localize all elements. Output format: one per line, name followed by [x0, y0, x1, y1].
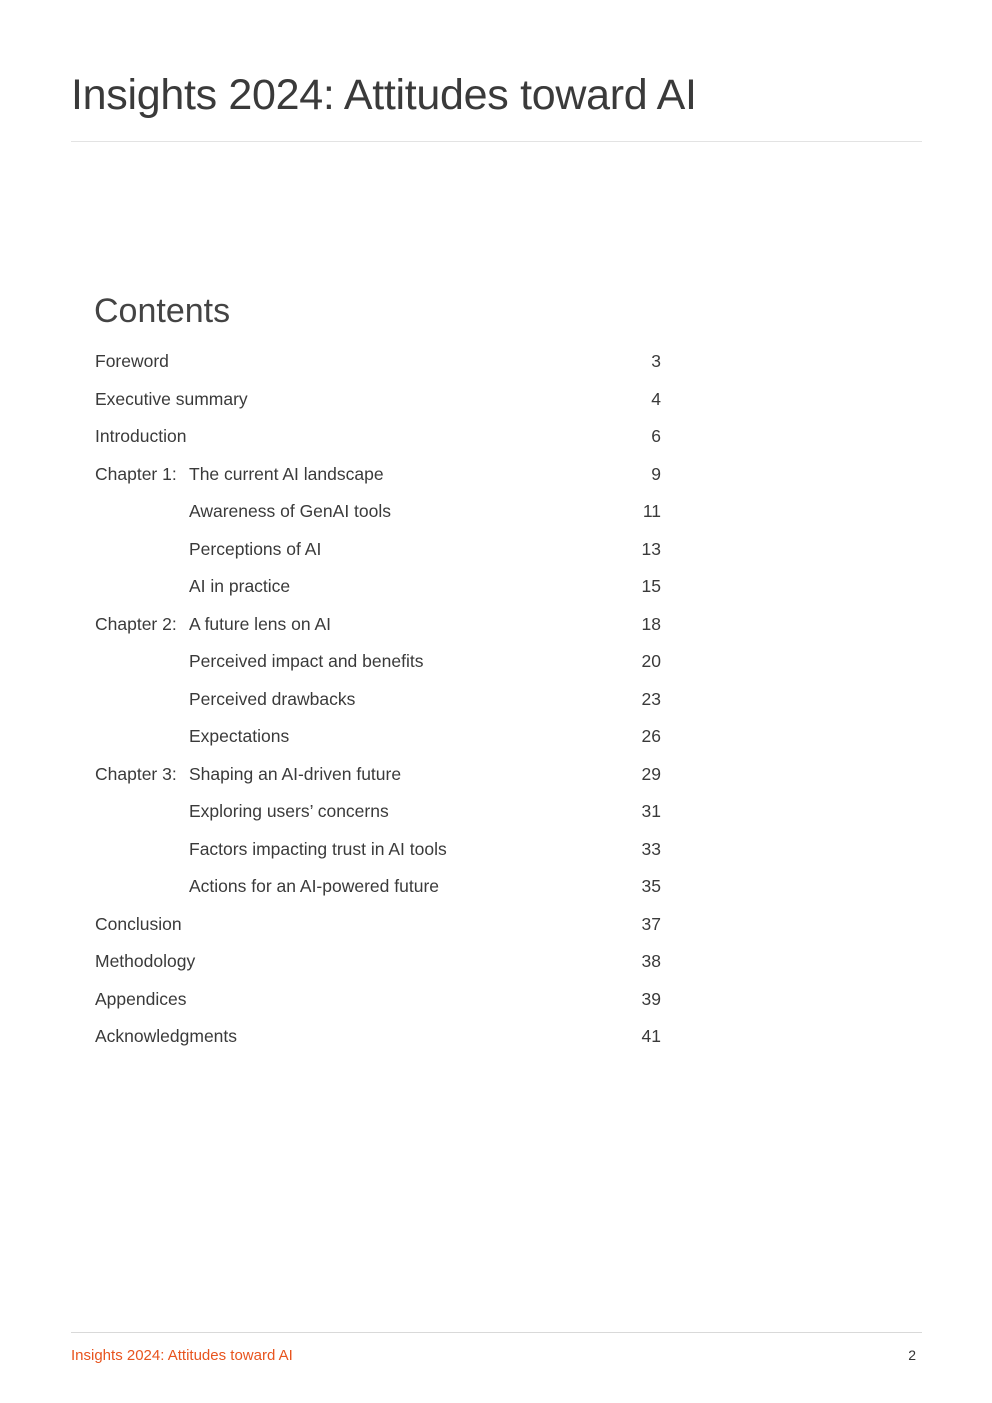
toc-entry[interactable]	[94, 831, 662, 869]
toc-page-number: 39	[641, 988, 661, 1009]
toc-page-number: 13	[641, 538, 661, 559]
toc-entry[interactable]	[94, 718, 662, 756]
toc-page-number: 3	[651, 351, 661, 371]
toc-entry[interactable]	[94, 568, 662, 606]
toc-page-number: 4	[651, 388, 661, 409]
toc-entry-label: Expectations	[189, 726, 290, 746]
toc-page-number: 31	[641, 801, 661, 821]
toc-entry[interactable]	[94, 981, 662, 1019]
toc-page-number: 20	[641, 651, 661, 671]
toc-page-number: 35	[641, 876, 661, 896]
toc-entry-label: The current AI landscape	[189, 463, 384, 484]
document-title: Insights 2024: Attitudes toward AI	[71, 71, 697, 119]
toc-page-number: 11	[642, 501, 661, 521]
toc-chapter-number: Chapter 3:	[95, 763, 177, 784]
toc-entry-label: Awareness of GenAI tools	[189, 501, 392, 521]
toc-page-number: 41	[641, 1026, 661, 1046]
toc-page-number: 33	[641, 838, 661, 859]
toc-page-number: 18	[641, 613, 661, 634]
toc-entry[interactable]	[94, 793, 662, 831]
toc-entry-label: Introduction	[95, 426, 187, 446]
toc-entry[interactable]	[94, 643, 662, 681]
toc-entry-label: Shaping an AI-driven future	[189, 763, 402, 784]
toc-page-number: 6	[651, 426, 661, 446]
toc-page-number: 29	[641, 763, 661, 784]
toc-chapter-number: Chapter 2:	[95, 613, 177, 634]
toc-entry[interactable]	[94, 681, 662, 719]
title-divider	[71, 141, 922, 142]
toc-entry-label: Methodology	[95, 951, 196, 971]
toc-entry-label: Perceived drawbacks	[189, 688, 356, 709]
table-of-contents	[94, 343, 662, 1056]
toc-page-number: 15	[641, 576, 661, 596]
toc-entry[interactable]	[94, 943, 662, 981]
toc-entry-label: Acknowledgments	[95, 1026, 238, 1046]
toc-entry-label: Exploring users’ concerns	[189, 801, 389, 821]
toc-entry[interactable]	[94, 868, 662, 906]
toc-entry[interactable]	[94, 493, 662, 531]
toc-entry-label: Perceptions of AI	[189, 538, 322, 559]
toc-page-number: 9	[651, 463, 661, 484]
toc-entry-label: Appendices	[95, 988, 187, 1009]
toc-entry[interactable]	[94, 531, 662, 569]
toc-entry[interactable]	[94, 906, 662, 944]
toc-entry-label: Actions for an AI-powered future	[189, 876, 439, 896]
toc-entry-label: Factors impacting trust in AI tools	[189, 838, 447, 859]
toc-entry-label: Perceived impact and benefits	[189, 651, 424, 671]
toc-chapter-number: Chapter 1:	[95, 463, 177, 484]
contents-heading: Contents	[94, 292, 231, 330]
toc-entry[interactable]	[94, 1018, 662, 1056]
toc-entry-label: AI in practice	[189, 576, 291, 596]
toc-entry-label: Foreword	[95, 351, 169, 371]
toc-entry[interactable]	[94, 606, 662, 644]
toc-entry[interactable]	[94, 381, 662, 419]
toc-entry-label: Executive summary	[95, 388, 248, 409]
toc-entry[interactable]	[94, 456, 662, 494]
toc-entry-label: Conclusion	[95, 913, 182, 934]
footer-page-number: 2	[908, 1347, 916, 1363]
toc-entry[interactable]	[94, 343, 662, 381]
toc-entry-label: A future lens on AI	[189, 613, 332, 634]
toc-page-number: 38	[641, 951, 661, 971]
toc-page-number: 37	[641, 913, 661, 934]
toc-page-number: 23	[641, 688, 661, 709]
footer-divider	[71, 1332, 922, 1333]
toc-entry[interactable]	[94, 756, 662, 794]
footer-title: Insights 2024: Attitudes toward AI	[71, 1347, 293, 1364]
toc-entry[interactable]	[94, 418, 662, 456]
toc-page-number: 26	[641, 726, 661, 746]
